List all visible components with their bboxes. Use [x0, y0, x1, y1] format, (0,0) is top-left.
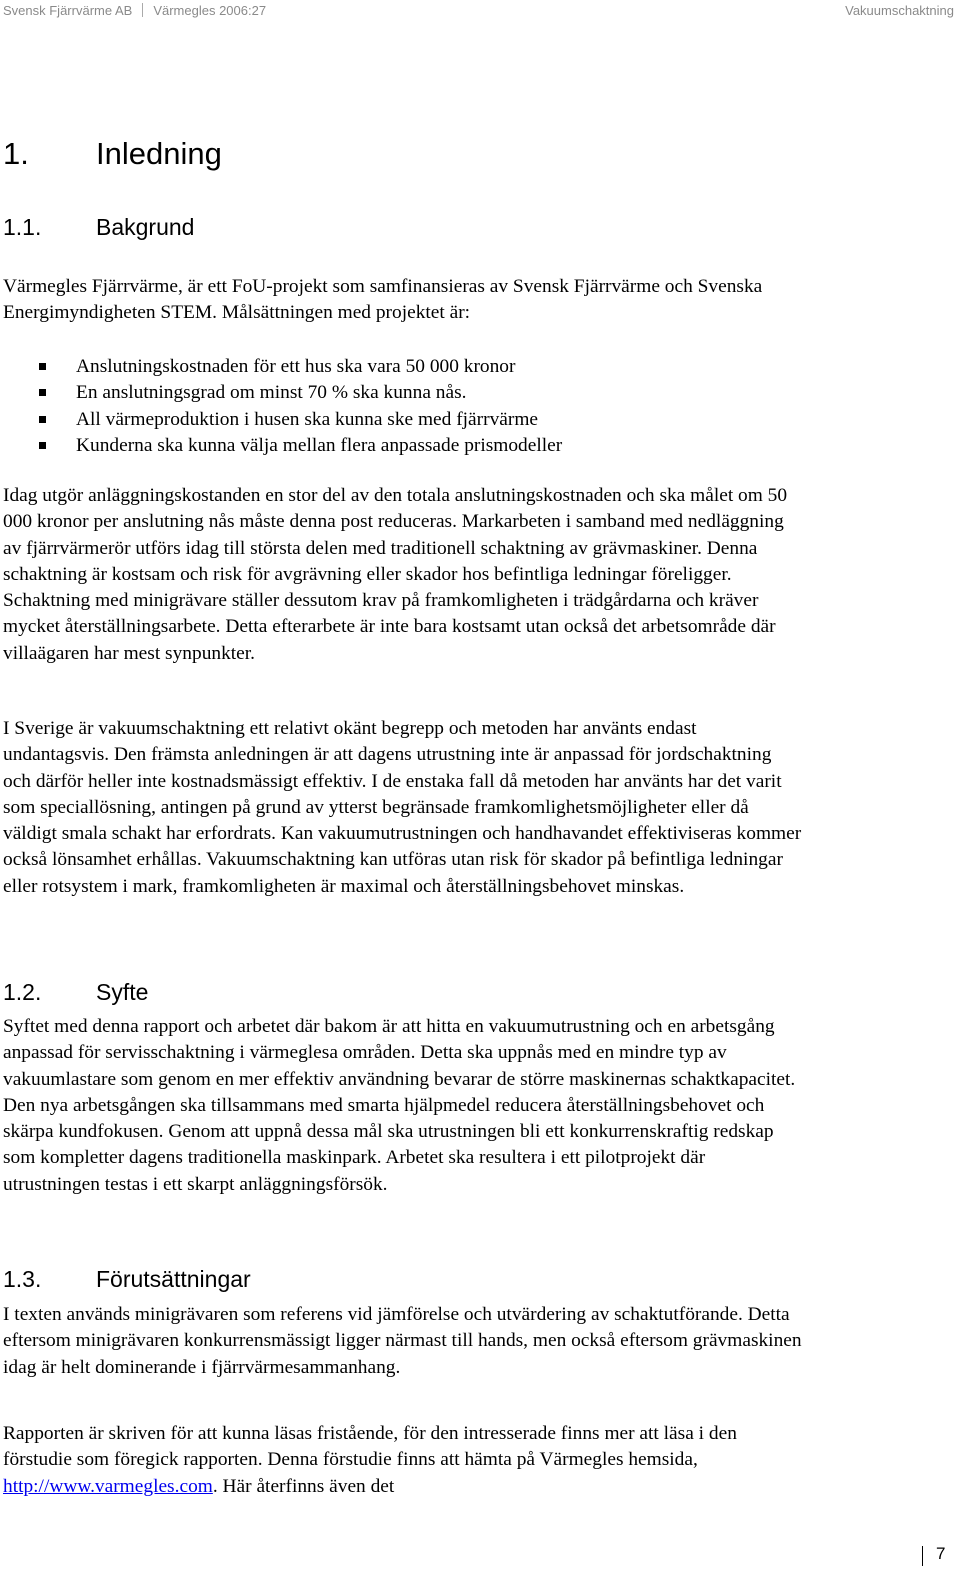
paragraph-forutsattningar: I texten används minigrävaren som referens vid jämförelse och utvärdering av schaktutförande. Detta eftersom minigrävaren konkurrensmässigt ligger närmast till hands, men också eftersom grävmaskinen idag är helt dominerande i fjärrvärmesammanhang.: [3, 1304, 802, 1378]
section-title: Bakgrund: [96, 214, 195, 240]
paragraph-syfte: Syftet med denna rapport och arbetet där bakom är att hitta en vakuumutrustning och en arbetsgång anpassad för servisschaktning i värmeglesa områden. Detta ska uppnås med en mindre typ av vakuumlastare som genom en mer effektiv användning bevarar de större maskinernas schaktkapacitet. Den nya arbetsgången ska tillsammans med smarta hjälpmedel reducera återställningsbehovet och skärpa kundfokusen. Genom att uppnå dessa mål ska utrustningen bli ett konkurrenskraftig redskap som kompletter dagens traditionella maskinpark. Arbetet ska resultera i ett pilotprojekt där utrustningen testas i ett skarpt anläggningsförsök.: [3, 1016, 796, 1195]
chapter-number: 1.: [3, 136, 29, 171]
header-series: Värmegles 2006:27: [153, 3, 267, 18]
list-item: Kunderna ska kunna välja mellan flera anpassade prismodeller: [0, 433, 800, 459]
chapter-heading: [3, 136, 222, 172]
section-title: Syfte: [96, 979, 149, 1005]
section-number: 1.3.: [3, 1266, 42, 1292]
bullet-square-icon: [39, 363, 46, 370]
footer-divider: [922, 1546, 923, 1566]
section-title: Förutsättningar: [96, 1266, 251, 1292]
bullet-square-icon: [39, 442, 46, 449]
chapter-title: Inledning: [96, 136, 222, 171]
goals-list: [0, 354, 800, 459]
header-org: Svensk Fjärrvärme AB: [3, 3, 133, 18]
section-heading-bakgrund: [3, 214, 194, 241]
list-item: Anslutningskostnaden för ett hus ska vara 50 000 kronor: [0, 354, 800, 380]
running-header: [0, 3, 954, 23]
bullet-square-icon: [39, 416, 46, 423]
bullet-square-icon: [39, 389, 46, 396]
header-left: [3, 3, 266, 18]
section-heading-forutsattningar: [3, 1266, 251, 1293]
paragraph-intro: Värmegles Fjärrvärme, är ett FoU-projekt som samfinansieras av Svensk Fjärrvärme och Svenska Energimyndigheten STEM. Målsättningen med projektet är:: [3, 276, 763, 324]
website-link[interactable]: http://www.varmegles.com: [3, 1475, 213, 1497]
header-divider: [142, 3, 143, 17]
section-heading-syfte: [3, 979, 148, 1006]
page-number: 7: [936, 1544, 946, 1563]
header-topic: Vakuumschaktning: [845, 3, 954, 18]
section-number: 1.1.: [3, 214, 42, 240]
paragraph-costs: Idag utgör anläggningskostanden en stor del av den totala anslutningskostnaden och ska målet om 50 000 kronor per anslutning nås måste denna post reduceras. Markarbeten i samband med nedläggning av fjärrvärmerör utförs idag till största delen med traditionell schaktning av grävmaskiner. Denna schaktning är kostsam och risk för avgrävning eller skador hos befintliga ledningar föreligger. Schaktning med minigrävare ställer dessutom krav på framkomligheten i trädgårdarna och kräver mycket återställningsarbete. Detta efterarbete är inte bara kostsamt utan också det arbetsområde där villaägaren har mest synpunkter.: [3, 485, 788, 664]
list-item: All värmeproduktion i husen ska kunna ske med fjärrvärme: [0, 407, 800, 433]
list-item: En anslutningsgrad om minst 70 % ska kunna nås.: [0, 380, 800, 406]
section-number: 1.2.: [3, 979, 42, 1005]
paragraph-sweden: I Sverige är vakuumschaktning ett relativt okänt begrepp och metoden har använts endast undantagsvis. Den främsta anledningen är att dagens utrustning inte är anpassad för jordschaktning och därför heller inte kostnadsmässigt effektiv. I de enstaka fall då metoden har använts har det varit som speciallösning, antingen på grund av ytterst begränsade framkomlighetsmöjligheter eller då väldigt smala schakt har erfordrats. Kan vakuumutrustningen och handhavandet effektiviseras kommer också lönsamhet erhållas. Vakuumschaktning kan utföras utan risk för skador på befintliga ledningar eller rotsystem i mark, framkomligheten är maximal och återställningsbehovet minskas.: [3, 718, 802, 897]
paragraph-rapporten: Rapporten är skriven för att kunna läsas fristående, för den intresserade finns mer att läsa i den förstudie som föregick rapporten. Denna förstudie finns att hämta på Värmegles hemsida, http://www.varmegles.com. Här återfinns även det: [3, 1423, 737, 1497]
